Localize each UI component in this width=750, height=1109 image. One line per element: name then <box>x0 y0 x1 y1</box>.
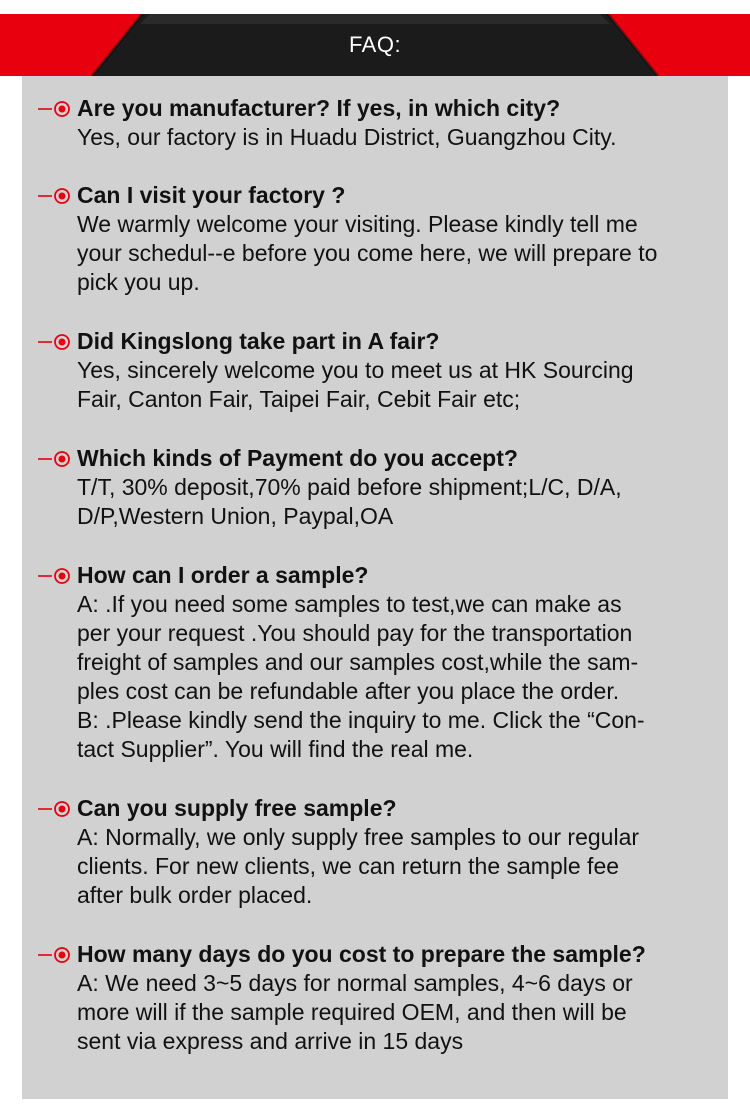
faq-answer <box>22 590 728 764</box>
faq-question-text: How can I order a sample? <box>77 562 369 588</box>
faq-answer <box>22 473 728 531</box>
page-title: FAQ: <box>348 32 402 57</box>
faq-answer-line: D/P,Western Union, Paypal,OA <box>77 503 394 529</box>
faq-question-text: Are you manufacturer? If yes, in which city? <box>77 95 561 121</box>
target-bullet-icon <box>38 801 72 817</box>
faq-answer-line: Yes, our factory is in Huadu District, Guangzhou City. <box>77 124 617 150</box>
faq-answer-line: after bulk order placed. <box>77 882 313 908</box>
faq-answer <box>22 123 728 152</box>
faq-question <box>22 327 728 356</box>
faq-question-text: Can you supply free sample? <box>77 795 397 821</box>
faq-answer-line: ples cost can be refundable after you place the order. <box>77 678 620 704</box>
faq-item <box>22 327 728 414</box>
faq-answer-line: more will if the sample required OEM, and then will be <box>77 999 627 1025</box>
faq-item <box>22 181 728 297</box>
faq-answer-line: We warmly welcome your visiting. Please kindly tell me <box>77 211 638 237</box>
target-bullet-icon <box>38 451 72 467</box>
faq-item <box>22 794 728 910</box>
faq-question <box>22 794 728 823</box>
faq-question-text: Did Kingslong take part in A fair? <box>77 328 440 354</box>
faq-item <box>22 561 728 764</box>
faq-answer <box>22 210 728 297</box>
target-bullet-icon <box>38 568 72 584</box>
faq-answer-line: your schedul--e before you come here, we will prepare to <box>77 240 658 266</box>
faq-answer-line: tact Supplier”. You will find the real me. <box>77 736 474 762</box>
faq-answer <box>22 823 728 910</box>
faq-answer-line: B: .Please kindly send the inquiry to me. Click the “Con- <box>77 707 645 733</box>
faq-question <box>22 561 728 590</box>
faq-answer-line: Fair, Canton Fair, Taipei Fair, Cebit Fair etc; <box>77 386 521 412</box>
faq-answer-line: pick you up. <box>77 269 200 295</box>
target-bullet-icon <box>38 188 72 204</box>
faq-question-text: How many days do you cost to prepare the sample? <box>77 941 646 967</box>
faq-answer-line: clients. For new clients, we can return the sample fee <box>77 853 620 879</box>
faq-answer-line: T/T, 30% deposit,70% paid before shipment;L/C, D/A, <box>77 474 622 500</box>
faq-answer-line: sent via express and arrive in 15 days <box>77 1028 464 1054</box>
faq-question <box>22 444 728 473</box>
faq-banner <box>0 14 750 76</box>
faq-question <box>22 94 728 123</box>
target-bullet-icon <box>38 101 72 117</box>
faq-question-text: Can I visit your factory ? <box>77 182 346 208</box>
faq-panel <box>22 76 728 1099</box>
faq-answer <box>22 969 728 1056</box>
faq-answer-line: Yes, sincerely welcome you to meet us at HK Sourcing <box>77 357 634 383</box>
faq-answer-line: A: Normally, we only supply free samples to our regular <box>77 824 640 850</box>
faq-question <box>22 940 728 969</box>
faq-item <box>22 940 728 1056</box>
faq-answer-line: A: .If you need some samples to test,we can make as <box>77 591 622 617</box>
faq-question-text: Which kinds of Payment do you accept? <box>77 445 518 471</box>
target-bullet-icon <box>38 947 72 963</box>
faq-question <box>22 181 728 210</box>
faq-answer-line: freight of samples and our samples cost,while the sam- <box>77 649 639 675</box>
faq-answer <box>22 356 728 414</box>
faq-answer-line: A: We need 3~5 days for normal samples, 4~6 days or <box>77 970 633 996</box>
faq-item <box>22 94 728 152</box>
faq-answer-line: per your request .You should pay for the transportation <box>77 620 633 646</box>
target-bullet-icon <box>38 334 72 350</box>
faq-item <box>22 444 728 531</box>
